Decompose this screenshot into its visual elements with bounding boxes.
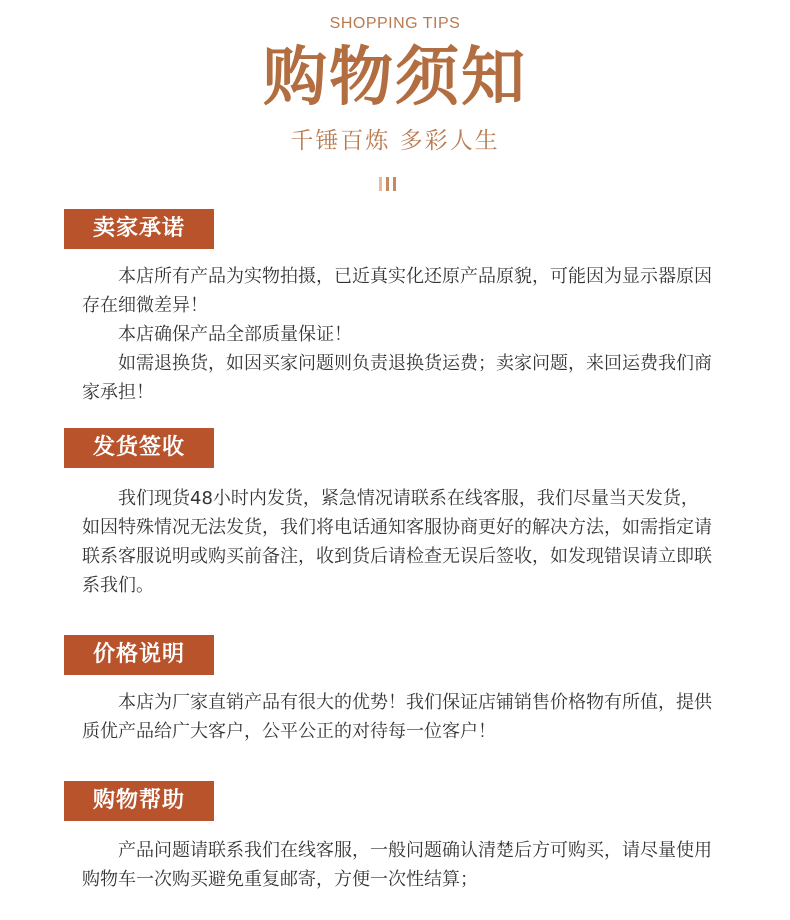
page-subtitle: 千锤百炼 多彩人生 [290,128,500,154]
section-label-pricing: 价格说明 [64,635,214,675]
paragraph: 产品问题请联系我们在线客服，一般问题确认清楚后方可购买，请尽量使用购物车一次购买避免重复邮寄，方便一次性结算； [82,840,712,890]
eyebrow-text: SHOPPING TIPS [329,15,461,32]
section-body-shopping-help [82,836,712,894]
paragraph: 本店确保产品全部质量保证！ [118,324,352,345]
section-body-pricing [82,688,712,746]
section-body-shipping [82,484,712,600]
paragraph: 本店为厂家直销产品有很大的优势！我们保证店铺销售价格物有所值，提供质优产品给广大客户，公平公正的对待每一位客户！ [82,692,712,742]
section-label-seller-promise: 卖家承诺 [64,209,214,249]
section-label-shopping-help: 购物帮助 [64,781,214,821]
section-body-seller-promise [82,262,712,407]
page-header [0,0,790,200]
page-title: 购物须知 [263,41,527,115]
decorative-bars [379,177,400,196]
paragraph: 如需退换货，如因买家问题则负责退换货运费；卖家问题，来回运费我们商家承担！ [82,353,712,403]
paragraph: 本店所有产品为实物拍摄，已近真实化还原产品原貌，可能因为显示器原因存在细微差异！ [82,266,712,316]
section-label-shipping: 发货签收 [64,428,214,468]
paragraph: 我们现货48小时内发货，紧急情况请联系在线客服，我们尽量当天发货，如因特殊情况无法发货，我们将电话通知客服协商更好的解决方法，如需指定请联系客服说明或购买前备注，收到货后请检查无误后签收，如发现错误请立即联系我们。 [82,488,712,596]
